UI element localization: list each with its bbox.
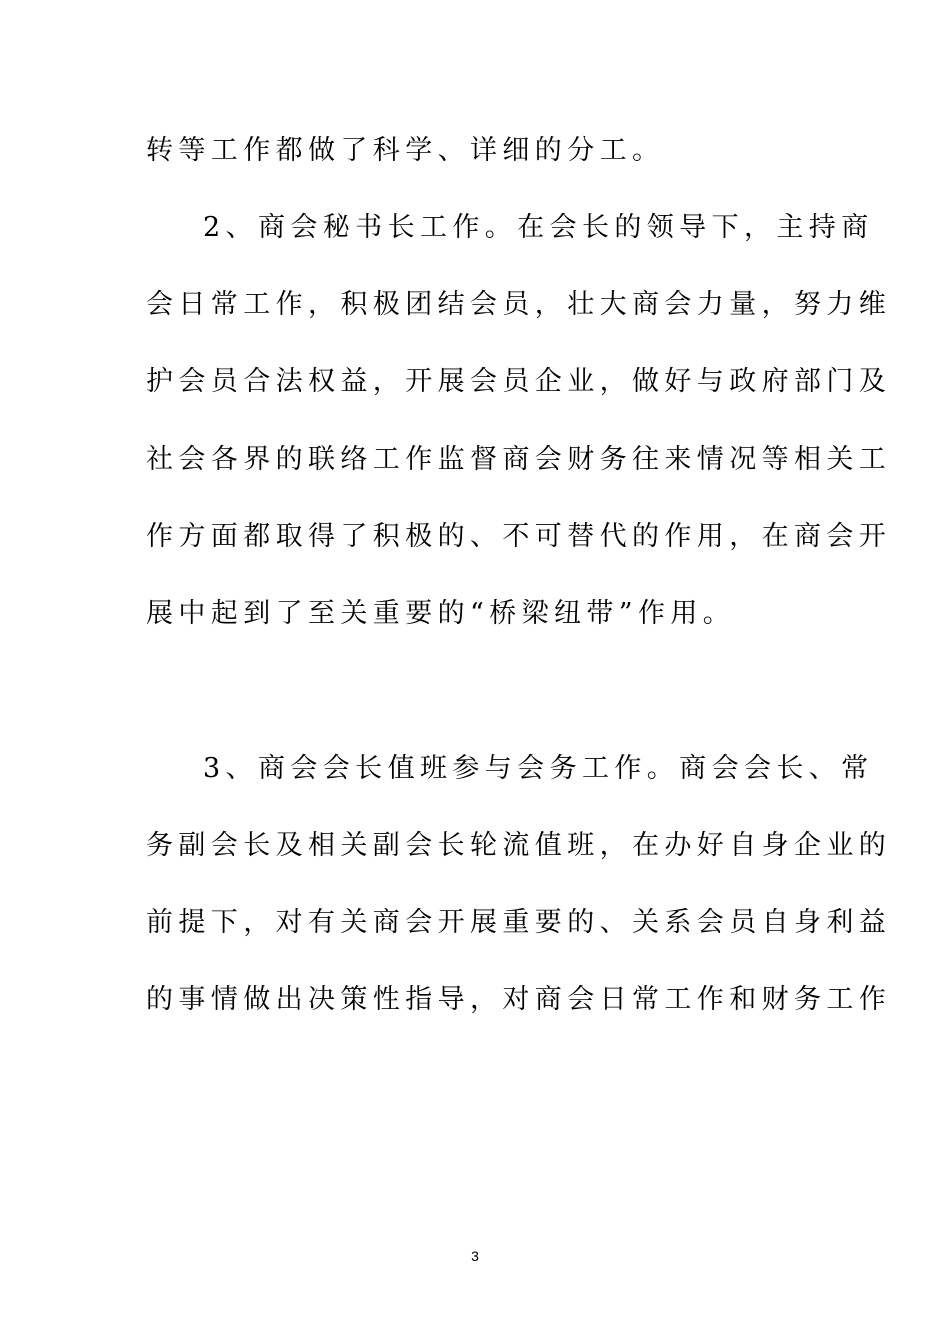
text-line: 作方面都取得了积极的、不可替代的作用，在商会开 [146,521,892,552]
text-line: 前提下，对有关商会开展重要的、关系会员自身利益 [146,907,892,938]
text-line: 3、商会会长值班参与会务工作。商会会长、常 [203,753,874,784]
text-line: 社会各界的联络工作监督商会财务往来情况等相关工 [146,444,892,475]
text-line: 的事情做出决策性指导，对商会日常工作和财务工作 [146,984,892,1015]
page-number: 3 [471,1248,479,1264]
text-line: 护会员合法权益，开展会员企业，做好与政府部门及 [146,366,892,397]
text-line: 2、商会秘书长工作。在会长的领导下，主持商 [203,212,874,243]
text-line: 会日常工作，积极团结会员，壮大商会力量，努力维 [146,289,892,320]
text-line: 务副会长及相关副会长轮流值班，在办好自身企业的 [146,830,892,861]
text-line: 转等工作都做了科学、详细的分工。 [146,135,665,166]
text-line: 展中起到了至关重要的“桥梁纽带”作用。 [146,598,736,629]
